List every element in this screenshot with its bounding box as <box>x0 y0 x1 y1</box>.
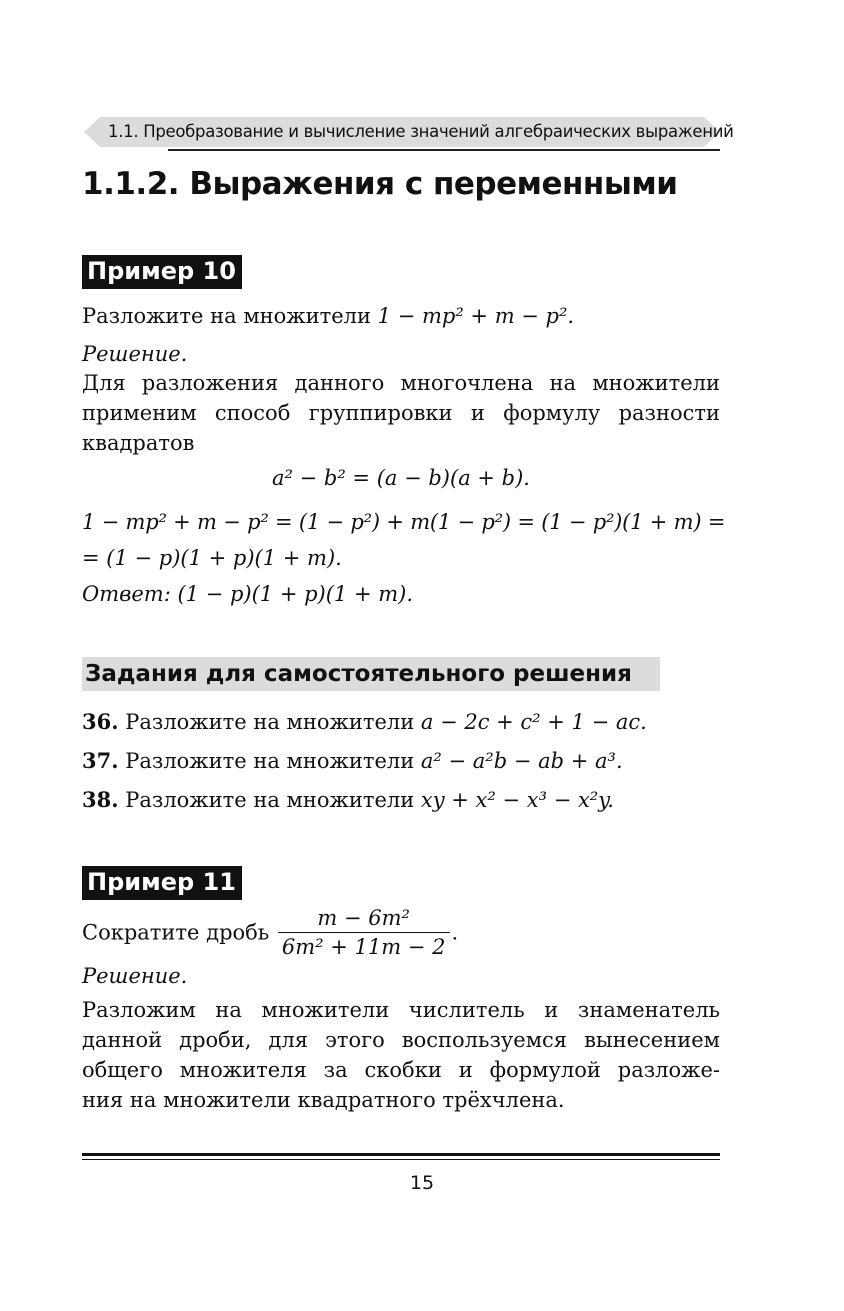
example-11-para-line-4: ния на множители квадратного трёхчлена. <box>82 1088 565 1112</box>
task-36-expr: a − 2c + c² + 1 − ac. <box>420 710 647 734</box>
task-37-text: Разложите на множители <box>118 749 421 773</box>
task-37 <box>82 747 623 775</box>
example-10-answer <box>82 580 413 608</box>
example-11-denominator: 6m² + 11m − 2 <box>281 935 446 959</box>
example-11-label: Пример 11 <box>82 866 242 900</box>
example-11-para-line-2: данной дроби, для этого воспользуемся вынесением <box>82 1028 720 1052</box>
task-38-number: 38. <box>82 787 119 812</box>
example-10-solution-label: Решение. <box>82 342 188 366</box>
example-10-para-line-2: применим способ группировки и формулу разности <box>82 401 720 425</box>
task-38-text: Разложите на множители <box>118 788 421 812</box>
tasks-title: Задания для самостоятельного решения <box>82 657 660 691</box>
example-11-paragraph <box>82 995 720 1115</box>
example-10-calc-line-2: = (1 − p)(1 + p)(1 + m). <box>82 546 342 570</box>
example-10-calc-line-1: 1 − mp² + m − p² = (1 − p²) + m(1 − p²) = (1 − p²)(1 + m) = <box>82 510 726 534</box>
running-head-rule <box>168 149 720 151</box>
example-10-formula: a² − b² = (a − b)(a + b). <box>272 466 530 490</box>
example-10-task-text: Разложите на множители <box>82 304 378 328</box>
example-10-answer-label: Ответ <box>82 582 164 606</box>
example-11-para-line-3: общего множителя за скобки и формулой разложе- <box>82 1058 720 1082</box>
example-10-paragraph <box>82 368 720 458</box>
example-11-para-line-1: Разложим на множители числитель и знаменатель <box>82 998 720 1022</box>
running-head <box>84 117 734 153</box>
example-10-task-expr: 1 − mp² + m − p². <box>377 304 575 328</box>
example-10-para-line-3: квадратов <box>82 431 195 455</box>
example-10-answer-expr: : (1 − p)(1 + p)(1 + m). <box>163 582 414 606</box>
task-38 <box>82 786 614 814</box>
example-11-period: . <box>451 920 459 945</box>
example-10-label: Пример 10 <box>82 255 242 289</box>
footer-rule-thick <box>82 1153 720 1156</box>
page-number: 15 <box>409 1172 435 1194</box>
task-38-expr: xy + x² − x³ − x²y. <box>420 788 614 812</box>
running-head-text: 1.1. Преобразование и вычисление значений алгебраических выражений <box>108 122 734 141</box>
task-36-number: 36. <box>82 709 119 734</box>
example-11-fraction <box>278 906 450 959</box>
example-11-task <box>82 906 458 959</box>
task-37-expr: a² − a²b − ab + a³. <box>420 749 623 773</box>
task-36-text: Разложите на множители <box>118 710 421 734</box>
task-37-number: 37. <box>82 748 119 773</box>
section-title: 1.1.2. Выражения с переменными <box>82 166 678 202</box>
footer-rule-thin <box>82 1159 720 1160</box>
example-10-para-line-1: Для разложения данного многочлена на множители <box>82 371 720 395</box>
task-36 <box>82 708 647 736</box>
example-11-numerator: m − 6m² <box>278 906 450 933</box>
example-11-task-text: Сократите дробь <box>82 920 276 945</box>
example-11-solution-label: Решение. <box>82 964 188 988</box>
example-10-task <box>82 302 574 330</box>
